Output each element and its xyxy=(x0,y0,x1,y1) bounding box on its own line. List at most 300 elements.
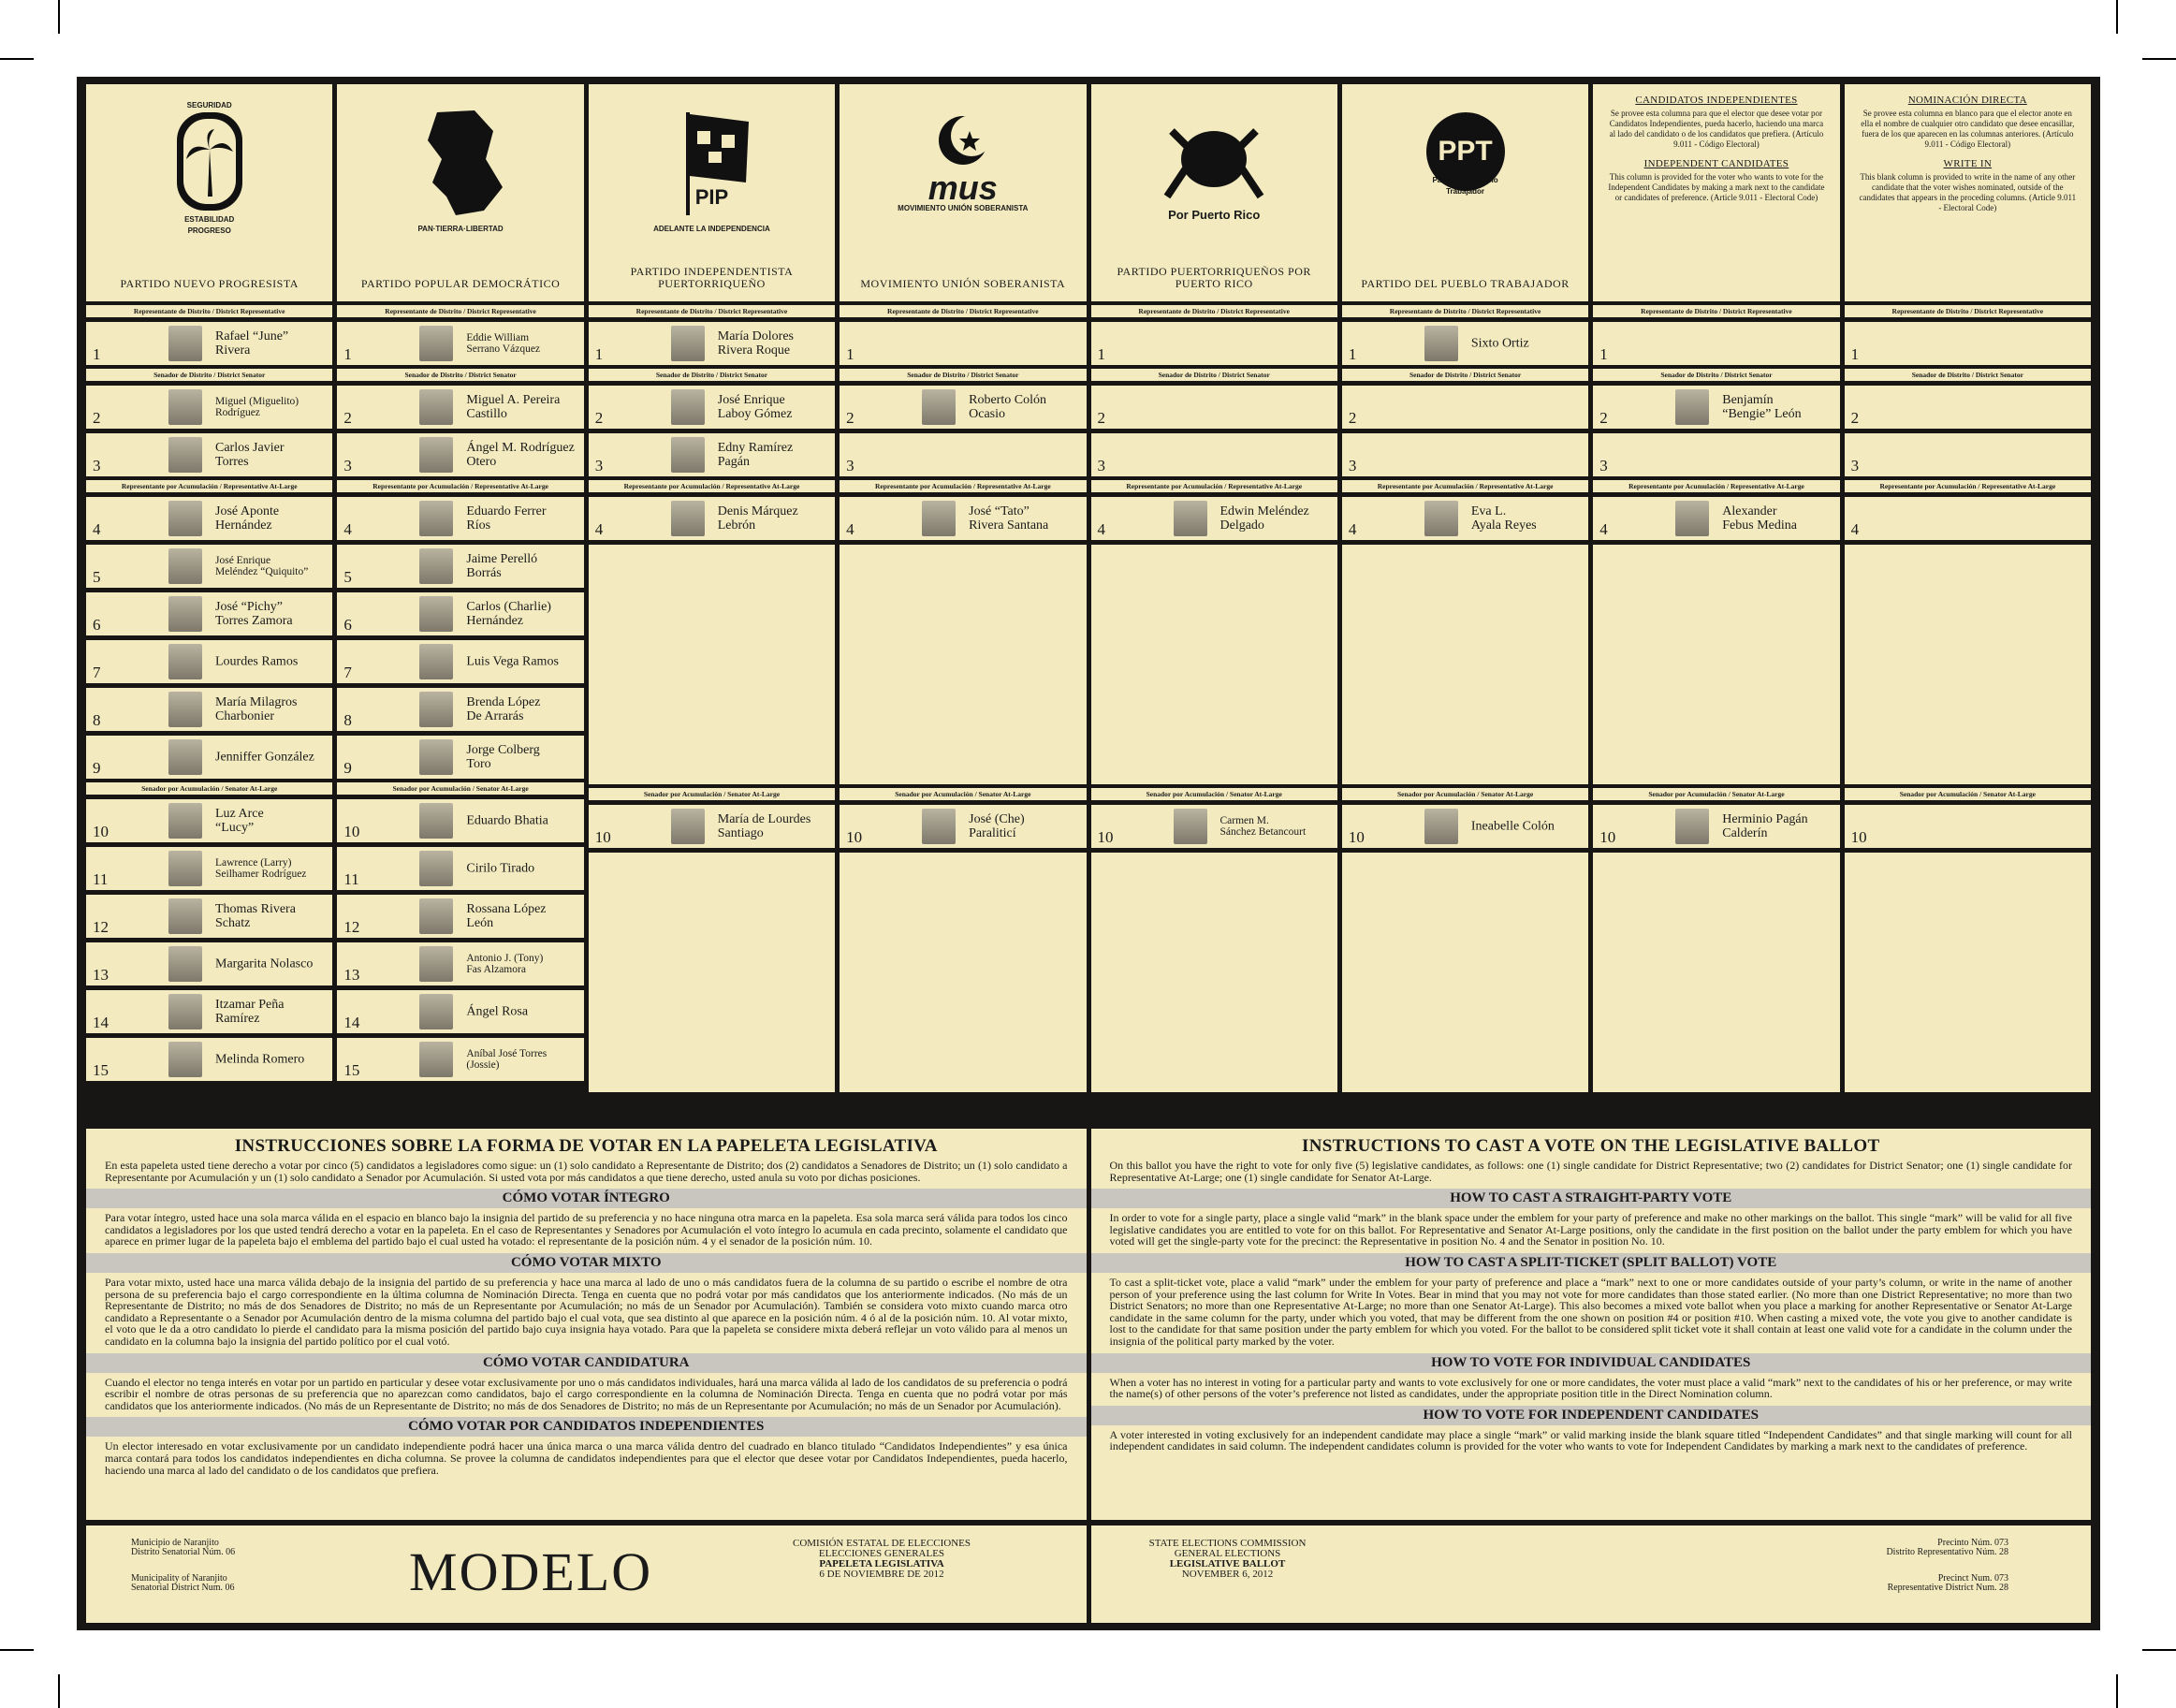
candidate-photo xyxy=(168,692,202,727)
candidate-name: Miguel (Miguelito) Rodríguez xyxy=(215,396,299,418)
candidate-name: Carmen M. Sánchez Betancourt xyxy=(1219,815,1307,838)
candidate-slot[interactable] xyxy=(589,433,835,476)
candidate-name: Eduardo Ferrer Ríos xyxy=(466,504,547,533)
candidate-photo xyxy=(419,946,453,982)
candidate-slot[interactable] xyxy=(337,942,583,985)
candidate-name: Denis Márquez Lebrón xyxy=(717,504,798,533)
position-number: 5 xyxy=(343,568,352,586)
candidate-photo xyxy=(419,994,453,1029)
position-number: 14 xyxy=(93,1014,109,1031)
candidate-slot[interactable] xyxy=(86,497,332,540)
candidate-slot[interactable] xyxy=(1342,805,1588,848)
candidate-slot[interactable] xyxy=(337,847,583,890)
candidate-name: José “Tato” Rivera Santana xyxy=(969,504,1049,533)
candidate-name: José (Che) Paraliticí xyxy=(969,812,1025,840)
logo-text: PAN·TIERRA·LIBERTAD xyxy=(417,225,504,233)
section-band: Representante por Acumulación / Representative At-Large xyxy=(840,480,1086,492)
section-heading: HOW TO CAST A SPLIT-TICKET (SPLIT BALLOT) VOTE xyxy=(1091,1253,2092,1273)
section-band: Representante por Acumulación / Representative At-Large xyxy=(1845,480,2091,492)
candidate-slot[interactable] xyxy=(1091,433,1337,476)
info-title: CANDIDATOS INDEPENDIENTES xyxy=(1635,95,1798,106)
position-number: 2 xyxy=(343,409,352,427)
instructions-intro: En esta papeleta usted tiene derecho a votar por cinco (5) candidatos a legisladores como sigue: un (1) solo candidato a Representante de Distrito; dos (2) candidatos a Senadores de Distrito; un (1) solo candidato a Representante por Acumulación y un (1) solo candidato a Senador por Acumulación. Si usted vota por más candidatos a que tiene derecho, usted anula su voto por dichas posiciones. xyxy=(105,1159,1068,1184)
precinct-line: Precinto Núm. 073 xyxy=(1937,1538,2008,1548)
candidate-slot[interactable] xyxy=(1342,433,1588,476)
candidate-photo xyxy=(168,803,202,839)
precinto xyxy=(1886,1539,2008,1557)
candidate-photo xyxy=(1424,326,1458,361)
position-number: 8 xyxy=(93,711,101,729)
position-number: 1 xyxy=(343,345,352,363)
column-header[interactable] xyxy=(1091,84,1337,301)
candidate-slot[interactable] xyxy=(337,736,583,779)
section-heading: CÓMO VOTAR MIXTO xyxy=(86,1253,1087,1273)
position-number: 10 xyxy=(594,828,611,846)
column-header[interactable] xyxy=(840,84,1086,301)
instructions-title: INSTRUCTIONS TO CAST A VOTE ON THE LEGISLATIVE BALLOT xyxy=(1302,1136,1880,1156)
precinct-line: Representative District Num. 28 xyxy=(1887,1583,2008,1593)
mus-moon-star-logo xyxy=(884,94,1043,243)
empty-area xyxy=(1845,545,2091,784)
candidate-name: Lourdes Ramos xyxy=(215,654,299,669)
candidate-name: Ineabelle Colón xyxy=(1470,819,1555,834)
ballot-column xyxy=(1342,84,1588,1092)
candidate-photo xyxy=(168,501,202,536)
position-number: 2 xyxy=(93,409,101,427)
candidate-name: Jenniffer González xyxy=(215,750,314,765)
candidate-slot[interactable] xyxy=(337,322,583,365)
info-text: This blank column is provided to write in the name of any other candidate that the voter wishes nominated, outside of the candidates that appears in the proceding columns. (Article 9.011 - Electoral Code) xyxy=(1859,172,2077,212)
position-number: 15 xyxy=(343,1061,360,1079)
commission-line: COMISIÓN ESTATAL DE ELECCIONES xyxy=(792,1538,971,1549)
candidate-slot[interactable] xyxy=(1091,497,1337,540)
section-text: Un elector interesado en votar exclusivamente por un candidato independiente podrá hacer una única marca o una marca válida dentro del cuadrado en blanco titulado “Candidatos Independientes” y esa única marca contará para todos los candidatos independientes en dicha columna. Se provee la columna de candidatos independientes para que el elector que desee votar por Candidatos Independientes, pueda hacerlo, haciendo una marca al lado del candidato o de los candidatos que prefiera. xyxy=(105,1439,1068,1477)
candidate-name: Margarita Nolasco xyxy=(215,956,314,971)
candidate-slot[interactable] xyxy=(337,640,583,683)
candidate-photo xyxy=(168,994,202,1029)
candidate-photo xyxy=(922,389,956,425)
position-number: 10 xyxy=(1850,828,1867,846)
footer-right xyxy=(1091,1526,2092,1623)
position-number: 1 xyxy=(1850,345,1860,363)
candidate-name: Roberto Colón Ocasio xyxy=(969,393,1046,421)
candidate-photo xyxy=(419,851,453,886)
candidate-slot[interactable] xyxy=(337,895,583,938)
logo-text: PPT xyxy=(1438,136,1493,167)
section-band: Senador por Acumulación / Senator At-Large xyxy=(1342,788,1588,800)
candidate-name: Brenda López De Arrarás xyxy=(466,695,541,723)
ppt-circle-logo xyxy=(1386,94,1545,243)
position-number: 2 xyxy=(1348,409,1357,427)
position-number: 4 xyxy=(846,520,854,538)
ballot-column xyxy=(1593,84,1839,1092)
party-name: PARTIDO INDEPENDENTISTA PUERTORRIQUEÑO xyxy=(630,265,794,290)
empty-area xyxy=(1091,545,1337,784)
candidate-slot[interactable] xyxy=(86,847,332,890)
ppr-frog-logo xyxy=(1134,94,1293,243)
candidate-slot[interactable] xyxy=(337,1038,583,1081)
ballot-column xyxy=(589,84,835,1092)
candidate-slot[interactable] xyxy=(1845,386,2091,429)
candidate-slot[interactable] xyxy=(840,386,1086,429)
candidate-photo xyxy=(419,644,453,679)
candidate-slot[interactable] xyxy=(337,545,583,588)
candidate-name: María de Lourdes Santiago xyxy=(717,812,811,840)
candidate-name: Miguel A. Pereira Castillo xyxy=(466,393,561,421)
ballot-column xyxy=(86,84,332,1092)
logo-text: PROGRESO xyxy=(187,226,231,235)
candidate-photo xyxy=(168,389,202,425)
ballot-column xyxy=(1845,84,2091,1092)
candidate-slot[interactable] xyxy=(840,322,1086,365)
candidate-slot[interactable] xyxy=(1845,805,2091,848)
section-band: Senador por Acumulación / Senator At-Large xyxy=(589,788,835,800)
candidate-name: María Dolores Rivera Roque xyxy=(717,329,795,358)
section-band: Representante de Distrito / District Representative xyxy=(1342,305,1588,317)
position-number: 2 xyxy=(1097,409,1105,427)
candidate-slot[interactable] xyxy=(589,805,835,848)
candidate-photo xyxy=(168,739,202,775)
column-header[interactable] xyxy=(1342,84,1588,301)
position-number: 4 xyxy=(1599,520,1608,538)
candidate-slot[interactable] xyxy=(86,990,332,1033)
position-number: 4 xyxy=(1097,520,1105,538)
logo-text: Partido del Pueblo xyxy=(1432,176,1498,184)
position-number: 3 xyxy=(343,457,352,474)
candidate-slot[interactable] xyxy=(1342,386,1588,429)
candidate-slot[interactable] xyxy=(840,497,1086,540)
ballot-column xyxy=(1091,84,1337,1092)
candidate-photo xyxy=(168,548,202,584)
candidate-name: Herminio Pagán Calderín xyxy=(1722,812,1808,840)
candidate-slot[interactable] xyxy=(337,799,583,842)
ballot-column xyxy=(337,84,583,1092)
candidate-photo xyxy=(419,898,453,934)
section-band: Senador por Acumulación / Senator At-Large xyxy=(337,782,583,795)
candidate-name: Luis Vega Ramos xyxy=(466,654,559,669)
candidate-photo xyxy=(1675,809,1709,844)
footer-left xyxy=(86,1526,1087,1623)
section-band: Senador de Distrito / District Senator xyxy=(86,369,332,381)
section-text: To cast a split-ticket vote, place a valid “mark” under the emblem for your party of preference and place a “mark” next to one or more candidates outside of your party’s column, or write in the name of another person of your preference using the last column for Write In Votes. Bear in mind that you may not vote for more candidates than those stated earlier. (No more than one District Representative; no more than two District Senators; no more than one Representative At-Large; no more than one Senator At-Large). This also becomes a mixed vote ballot when you place a marking for another Representative or Senator At-Large candidate in the same column for the party, under which you voted, that may be different from the one shown on position #4 or position #10. When casting a mixed vote, the vote you give to another candidate is lost to the candidate for that same position under the party emblem for which you voted. For the ballot to be considered split ticket vote it shall contain at least one valid vote for a candidate in the column under the insignia of the political party marked by the voter. xyxy=(1109,1275,2072,1348)
candidate-name: Luz Arce “Lucy” xyxy=(215,807,264,835)
position-number: 1 xyxy=(1599,345,1608,363)
candidate-slot[interactable] xyxy=(86,592,332,635)
instructions-intro: On this ballot you have the right to vote for only five (5) legislative candidates, as follows: one (1) single candidate for District Representative; two (2) candidates for District Senator; one (1) single candidate for Representative At-Large; one (1) single candidate for Senator At-Large. xyxy=(1109,1159,2072,1184)
column-header[interactable] xyxy=(86,84,332,301)
section-band: Senador de Distrito / District Senator xyxy=(589,369,835,381)
district-es: Distrito Senatorial Núm. 06 xyxy=(131,1547,236,1557)
candidate-name: Edny Ramírez Pagán xyxy=(717,441,794,469)
candidate-photo xyxy=(419,1042,453,1077)
candidate-slot[interactable] xyxy=(86,322,332,365)
party-name: PARTIDO PUERTORRIQUEÑOS POR PUERTO RICO xyxy=(1117,265,1311,290)
section-text: Para votar íntegro, usted hace una sola marca válida en el espacio en blanco bajo la insignia del partido de su preferencia y no hace ninguna otra marca en la papeleta. Esa sola marca será válida para todos los cinco candidatos a legisladores por los que usted tendrá derecho a votar en la papeleta. En el caso de Representantes y Senadores por Acumulación el voto íntegro lo acumula en cada precinto, solamente el candidato que aparece en primer lugar de la papeleta bajo el emblema del partido bajo el cual usted ha votado: el representante de la posición núm. 4 y el senador de la posición núm. 10. xyxy=(105,1211,1068,1248)
candidate-slot[interactable] xyxy=(86,895,332,938)
precinct-line: Precinct Num. 073 xyxy=(1937,1573,2008,1584)
instructions-english xyxy=(1091,1129,2092,1520)
empty-area xyxy=(840,545,1086,784)
candidate-photo xyxy=(168,851,202,886)
candidate-slot[interactable] xyxy=(1845,322,2091,365)
candidate-slot[interactable] xyxy=(86,942,332,985)
section-text: Cuando el elector no tenga interés en votar por un partido en particular y desee votar exclusivamente por uno o más candidatos individuales, hará una marca válida al lado de los candidatos de su preferencia o podrá escribir el nombre de otras personas de su preferencia que no aparezcan como candidatos, bajo el cargo correspondiente en la columna de Nominación Directa. Tenga en cuenta que no podrá votar por más candidatos que los anteriormente indicados. (No más de un Representante de Distrito; no más de dos Senadores de Distrito; no más de un Representante por Acumulación; no más de un Senador por Acumulación). xyxy=(105,1375,1068,1412)
candidate-slot[interactable] xyxy=(337,386,583,429)
empty-area xyxy=(840,853,1086,1092)
section-band: Representante por Acumulación / Representative At-Large xyxy=(589,480,835,492)
empty-area xyxy=(1342,853,1588,1092)
section-band: Representante de Distrito / District Representative xyxy=(86,305,332,317)
logo-text: Trabajador xyxy=(1446,187,1485,196)
commission-line: LEGISLATIVE BALLOT xyxy=(1169,1558,1286,1569)
candidate-photo xyxy=(419,692,453,727)
position-number: 2 xyxy=(1850,409,1860,427)
section-band: Senador de Distrito / District Senator xyxy=(840,369,1086,381)
instructions-title: INSTRUCCIONES SOBRE LA FORMA DE VOTAR EN LA PAPELETA LEGISLATIVA xyxy=(234,1136,938,1156)
candidate-name: María Milagros Charbonier xyxy=(215,695,298,723)
precinct-line: Distrito Representativo Núm. 28 xyxy=(1886,1547,2008,1557)
position-number: 2 xyxy=(846,409,854,427)
candidate-slot[interactable] xyxy=(1593,497,1839,540)
candidate-slot[interactable] xyxy=(1342,497,1588,540)
section-band: Representante de Distrito / District Representative xyxy=(337,305,583,317)
section-band: Representante de Distrito / District Representative xyxy=(1091,305,1337,317)
column-header[interactable] xyxy=(1845,84,2091,301)
empty-area xyxy=(589,545,835,784)
ballot-column xyxy=(840,84,1086,1092)
position-number: 1 xyxy=(846,345,854,363)
section-band: Senador por Acumulación / Senator At-Large xyxy=(86,782,332,795)
column-header[interactable] xyxy=(1593,84,1839,301)
empty-area xyxy=(1593,853,1839,1092)
candidate-name: Sixto Ortiz xyxy=(1470,336,1529,351)
candidate-slot[interactable] xyxy=(1845,433,2091,476)
candidate-slot[interactable] xyxy=(337,990,583,1033)
position-number: 6 xyxy=(343,616,352,634)
candidate-photo xyxy=(419,596,453,632)
candidate-name: Cirilo Tirado xyxy=(466,861,535,876)
candidate-slot[interactable] xyxy=(1593,322,1839,365)
candidate-slot[interactable] xyxy=(589,322,835,365)
candidate-slot[interactable] xyxy=(589,497,835,540)
section-heading: CÓMO VOTAR ÍNTEGRO xyxy=(86,1189,1087,1208)
candidate-photo xyxy=(168,644,202,679)
candidate-name: Melinda Romero xyxy=(215,1052,305,1067)
pnp-palm-tree-logo xyxy=(130,94,289,243)
empty-area xyxy=(1091,853,1337,1092)
position-number: 4 xyxy=(93,520,101,538)
candidate-name: Rossana López León xyxy=(466,902,547,930)
candidate-slot[interactable] xyxy=(1593,386,1839,429)
candidate-slot[interactable] xyxy=(1091,386,1337,429)
empty-area xyxy=(1845,853,2091,1092)
candidate-photo xyxy=(168,596,202,632)
position-number: 11 xyxy=(343,870,359,888)
section-heading: CÓMO VOTAR POR CANDIDATOS INDEPENDIENTES xyxy=(86,1417,1087,1437)
info-text: Se provee esta columna en blanco para que el elector anote en ella el nombre de cualquier otro candidato que desee encasillar, fuera de los que aparecen en las columnas anteriores. (Artículo 9.011 - Código Electoral) xyxy=(1861,109,2075,149)
position-number: 4 xyxy=(594,520,604,538)
crop-mark xyxy=(58,0,60,34)
candidate-slot[interactable] xyxy=(840,433,1086,476)
candidate-photo xyxy=(1675,501,1709,536)
position-number: 12 xyxy=(93,918,109,936)
column-header[interactable] xyxy=(589,84,835,301)
position-number: 4 xyxy=(1348,520,1357,538)
candidate-name: Jaime Perelló Borrás xyxy=(466,552,538,580)
section-band: Senador por Acumulación / Senator At-Large xyxy=(1593,788,1839,800)
candidate-slot[interactable] xyxy=(589,386,835,429)
section-band: Senador de Distrito / District Senator xyxy=(1845,369,2091,381)
candidate-slot[interactable] xyxy=(840,805,1086,848)
candidate-photo xyxy=(671,501,705,536)
section-text: In order to vote for a single party, place a single valid “mark” in the blank space under the emblem for your party of preference and make no other markings on the ballot. This single “mark” will be valid for all five legislative candidates you are entitled to vote for on this ballot. For Representative and Senator At-Large positions, only the candidate in the first position on the ballot under the party emblem for which you have voted will get the single-party vote for the precinct: the Representative in position No. 4 and the Senator in position No. 10. xyxy=(1109,1211,2072,1248)
legislative-ballot xyxy=(77,77,2100,1630)
candidate-grid xyxy=(86,84,2091,1092)
logo-text: ADELANTE LA INDEPENDENCIA xyxy=(653,225,770,233)
candidate-slot[interactable] xyxy=(337,688,583,731)
position-number: 1 xyxy=(1097,345,1105,363)
logo-text: Por Puerto Rico xyxy=(1168,208,1261,222)
section-band: Senador de Distrito / District Senator xyxy=(1593,369,1839,381)
candidate-name: Rafael “June” Rivera xyxy=(215,329,289,358)
candidate-slot[interactable] xyxy=(86,688,332,731)
candidate-slot[interactable] xyxy=(1342,322,1588,365)
empty-area xyxy=(1342,545,1588,784)
district-en: Senatorial District Num. 06 xyxy=(131,1583,235,1593)
section-heading: HOW TO VOTE FOR INDEPENDENT CANDIDATES xyxy=(1091,1406,2092,1425)
candidate-name: Benjamín “Bengie” León xyxy=(1722,393,1802,421)
info-title: WRITE IN xyxy=(1943,158,1993,169)
candidate-photo xyxy=(168,437,202,473)
position-number: 13 xyxy=(93,966,109,984)
position-number: 10 xyxy=(846,828,863,846)
position-number: 3 xyxy=(1097,457,1105,474)
position-number: 14 xyxy=(343,1014,360,1031)
position-number: 4 xyxy=(343,520,352,538)
section-band: Senador por Acumulación / Senator At-Large xyxy=(1845,788,2091,800)
candidate-name: Eva L. Ayala Reyes xyxy=(1470,504,1537,533)
commission-line: STATE ELECTIONS COMMISSION xyxy=(1148,1538,1307,1549)
section-band: Representante de Distrito / District Representative xyxy=(1845,305,2091,317)
crop-mark xyxy=(0,58,34,60)
candidate-name: Ángel M. Rodríguez Otero xyxy=(466,441,575,469)
candidate-photo xyxy=(168,326,202,361)
candidate-photo xyxy=(419,437,453,473)
candidate-name: Thomas Rivera Schatz xyxy=(215,902,296,930)
column-header[interactable] xyxy=(337,84,583,301)
candidate-slot[interactable] xyxy=(86,386,332,429)
section-band: Representante de Distrito / District Representative xyxy=(840,305,1086,317)
independent-candidates-info xyxy=(1593,84,1839,203)
logo-text: SEGURIDAD xyxy=(186,101,232,109)
candidate-photo xyxy=(168,1042,202,1077)
section-text: A voter interested in voting exclusively for an independent candidate may place a single “mark” or valid marking inside the blank square titled “Independent Candidates” and that single marking will count for all independent candidates in said column. The independent candidates column is provided for the voter who wants to vote for Independent Candidates by marking a mark next to the candidates of preference. xyxy=(1109,1427,2072,1453)
candidate-slot[interactable] xyxy=(337,592,583,635)
candidate-slot[interactable] xyxy=(1593,433,1839,476)
candidate-name: Carlos Javier Torres xyxy=(215,441,285,469)
candidate-name: Lawrence (Larry) Seilhamer Rodríguez xyxy=(215,857,307,880)
candidate-slot[interactable] xyxy=(86,640,332,683)
candidate-slot[interactable] xyxy=(337,497,583,540)
position-number: 10 xyxy=(343,823,360,840)
crop-mark xyxy=(0,1649,34,1651)
candidate-slot[interactable] xyxy=(86,545,332,588)
commission-line: 6 DE NOVIEMBRE DE 2012 xyxy=(819,1569,944,1580)
candidate-slot[interactable] xyxy=(1845,497,2091,540)
crop-mark xyxy=(2142,58,2176,60)
candidate-name: Ángel Rosa xyxy=(466,1004,529,1019)
position-number: 11 xyxy=(93,870,109,888)
candidate-photo xyxy=(419,389,453,425)
logo-text: PIP xyxy=(694,185,729,209)
candidate-photo xyxy=(419,548,453,584)
position-number: 7 xyxy=(343,664,352,681)
info-text: Se provee esta columna para que el elector que desee votar por Candidatos Independientes, pueda hacerlo, haciendo una marca al lado del candidato o de los candidatos que prefiera. (Artículo 9.011 - Código Electoral) xyxy=(1609,109,1824,149)
section-band: Representante de Distrito / District Representative xyxy=(1593,305,1839,317)
candidate-slot[interactable] xyxy=(86,799,332,842)
candidate-name: Eddie William Serrano Vázquez xyxy=(466,332,541,355)
position-number: 10 xyxy=(1097,828,1114,846)
position-number: 15 xyxy=(93,1061,109,1079)
candidate-name: Carlos (Charlie) Hernández xyxy=(466,600,551,628)
section-heading: HOW TO CAST A STRAIGHT-PARTY VOTE xyxy=(1091,1189,2092,1208)
position-number: 1 xyxy=(594,345,604,363)
info-title: INDEPENDENT CANDIDATES xyxy=(1643,158,1789,169)
position-number: 10 xyxy=(93,823,109,840)
candidate-slot[interactable] xyxy=(1091,805,1337,848)
candidate-name: Edwin Meléndez Delgado xyxy=(1219,504,1309,533)
candidate-photo xyxy=(419,739,453,775)
position-number: 3 xyxy=(846,457,854,474)
section-band: Representante por Acumulación / Representative At-Large xyxy=(86,480,332,492)
candidate-photo xyxy=(671,809,705,844)
commission-line: ELECCIONES GENERALES xyxy=(818,1548,945,1559)
candidate-photo xyxy=(1174,809,1207,844)
empty-area xyxy=(589,853,835,1092)
candidate-slot[interactable] xyxy=(1593,805,1839,848)
crop-mark xyxy=(2116,1674,2118,1708)
section-band: Senador de Distrito / District Senator xyxy=(1091,369,1337,381)
candidate-photo xyxy=(1424,501,1458,536)
candidate-slot[interactable] xyxy=(337,433,583,476)
candidate-name: José Enrique Meléndez “Quiquito” xyxy=(215,555,309,577)
section-heading: HOW TO VOTE FOR INDIVIDUAL CANDIDATES xyxy=(1091,1353,2092,1373)
section-band: Senador por Acumulación / Senator At-Large xyxy=(1091,788,1337,800)
position-number: 10 xyxy=(1348,828,1365,846)
candidate-slot[interactable] xyxy=(86,433,332,476)
candidate-photo xyxy=(419,803,453,839)
position-number: 9 xyxy=(93,759,101,777)
logo-text: mus xyxy=(927,168,998,207)
candidate-name: Jorge Colberg Toro xyxy=(466,743,540,771)
position-number: 5 xyxy=(93,568,101,586)
crop-mark xyxy=(2142,1649,2176,1651)
candidate-name: José Enrique Laboy Gómez xyxy=(717,393,793,421)
logo-text: ESTABILIDAD xyxy=(184,215,235,224)
party-name: PARTIDO DEL PUEBLO TRABAJADOR xyxy=(1361,277,1570,290)
position-number: 3 xyxy=(594,457,604,474)
candidate-slot[interactable] xyxy=(1091,322,1337,365)
candidate-slot[interactable] xyxy=(86,1038,332,1081)
candidate-name: Eduardo Bhatia xyxy=(466,813,548,828)
position-number: 3 xyxy=(1850,457,1860,474)
candidate-name: José “Pichy” Torres Zamora xyxy=(215,600,293,628)
write-in-info xyxy=(1845,84,2091,213)
candidate-name: Aníbal José Torres (Jossie) xyxy=(466,1048,548,1071)
candidate-slot[interactable] xyxy=(86,736,332,779)
candidate-photo xyxy=(671,326,705,361)
position-number: 10 xyxy=(1599,828,1616,846)
